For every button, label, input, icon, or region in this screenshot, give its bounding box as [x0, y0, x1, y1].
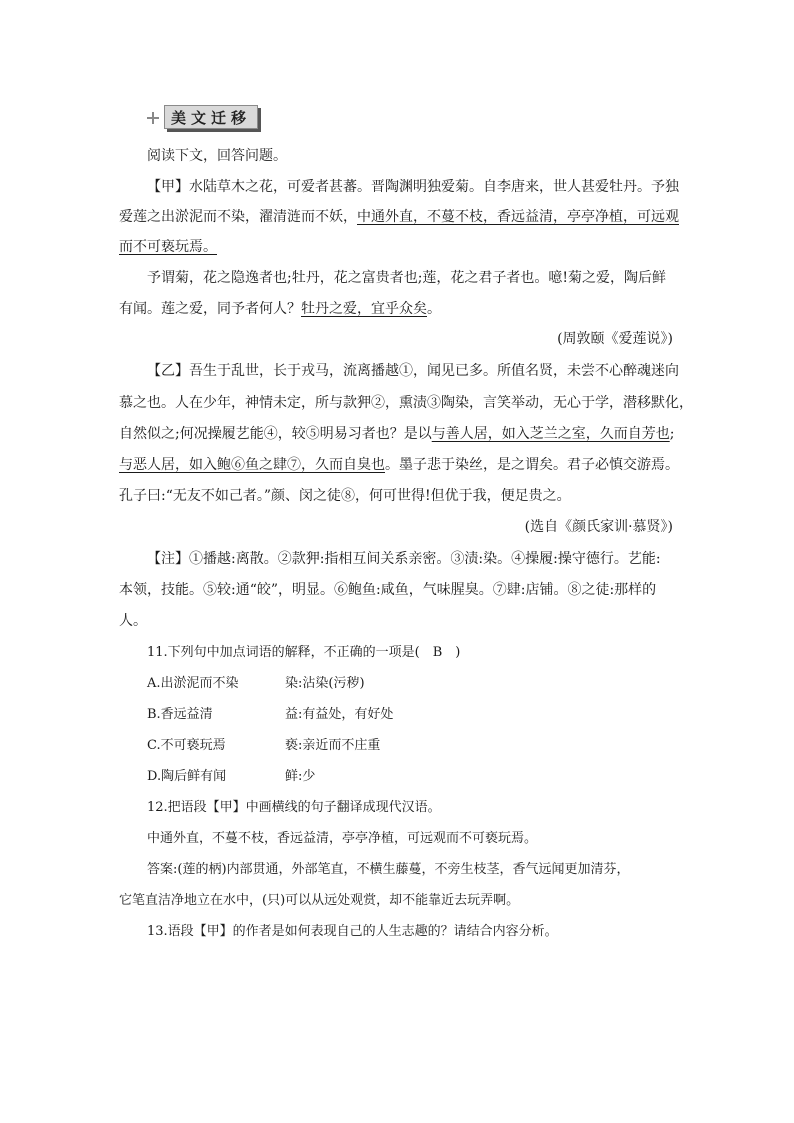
q11-option-c — [147, 736, 707, 756]
q12-answer-line-1: 答案:(莲的柄)内部贯通，外部笔直，不横生藤蔓，不旁生枝茎，香气远闻更加清芬， — [147, 862, 630, 877]
q12-stem: 12.把语段【甲】中画横线的句子翻译成现代汉语。 — [147, 800, 441, 815]
q11-option-a-left: A.出淤泥而不染 — [147, 676, 239, 691]
jia-line-5-text: 有闻。莲之爱，同予者何人？ — [119, 301, 301, 317]
yi-underlined-sentence-2: 与恶人居，如入鲍⑥鱼之肆⑦，久而自臭也 — [119, 457, 385, 473]
yi-line-3 — [119, 424, 679, 444]
yi-line-3-text: 自然似之;何况操履艺能④，较⑤明易习者也？是以 — [119, 426, 432, 442]
q11-option-b-right: 益:有益处，有好处 — [285, 707, 394, 722]
q11-stem: 11.下列句中加点词语的解释，不正确的一项是( B ) — [147, 645, 461, 660]
yi-line-4-text: 。墨子悲于染丝，是之谓矣。君子必慎交游焉。 — [385, 457, 679, 473]
yi-line-4 — [119, 455, 679, 475]
q11-option-a — [147, 674, 707, 694]
notes-line-1: 【注】①播越:离散。②款狎:指相互间关系亲密。③渍:染。④操履:操守德行。艺能: — [147, 551, 661, 567]
section-title: 美文迁移 — [164, 105, 258, 129]
jia-line-3 — [119, 237, 679, 257]
q11-option-a-right: 染:沾染(污秽) — [285, 676, 365, 691]
q12-sentence: 中通外直，不蔓不枝，香远益清，亭亭净植，可远观而不可亵玩焉。 — [147, 831, 538, 846]
q11-option-b-left: B.香远益清 — [147, 707, 213, 722]
jia-underlined-phrase: 牡丹之爱，宜乎众矣 — [301, 301, 427, 317]
q11-option-b — [147, 705, 707, 725]
q11-option-d-right: 鲜:少 — [285, 769, 316, 784]
q11-option-c-right: 亵:亲近而不庄重 — [285, 738, 381, 753]
jia-line-2-text: 爱莲之出淤泥而不染，濯清涟而不妖， — [119, 209, 357, 225]
q11-option-c-left: C.不可亵玩焉 — [147, 738, 226, 753]
jia-underlined-sentence-part-1: 中通外直，不蔓不枝，香远益清，亭亭净植，可远观 — [357, 209, 679, 225]
section-header — [146, 104, 258, 130]
yi-source: (选自《颜氏家训·慕贤》) — [524, 519, 673, 535]
notes-line-2: 本领，技能。⑤较:通“皎”，明显。⑥鲍鱼:咸鱼，气味腥臭。⑦肆:店铺。⑧之徒:那样的 — [119, 582, 657, 598]
q12-answer-line-2: 它笔直洁净地立在水中，(只)可以从远处观赏，却不能靠近去玩弄啊。 — [119, 893, 520, 908]
plus-icon — [146, 111, 160, 125]
q11-option-d-left: D.陶后鲜有闻 — [147, 769, 227, 784]
yi-line-1: 【乙】吾生于乱世，长于戎马，流离播越①，闻见已多。所值名贤，未尝不心醉魂迷向 — [147, 363, 679, 379]
jia-line-1: 【甲】水陆草木之花，可爱者甚蕃。晋陶渊明独爱菊。自李唐来，世人甚爱牡丹。予独 — [147, 179, 679, 195]
jia-line-4: 予谓菊，花之隐逸者也;牡丹，花之富贵者也;莲，花之君子者也。噫!菊之爱，陶后鲜 — [147, 270, 667, 286]
q13-stem: 13.语段【甲】的作者是如何表现自己的人生志趣的？请结合内容分析。 — [147, 924, 558, 939]
jia-underlined-sentence-part-2: 而不可亵玩焉。 — [119, 239, 217, 255]
jia-source: (周敦颐《爱莲说》) — [557, 331, 673, 347]
q11-option-d — [147, 767, 707, 787]
jia-line-2 — [119, 207, 679, 227]
jia-line-5-end: 。 — [427, 301, 441, 317]
yi-line-2: 慕之也。人在少年，神情未定，所与款狎②，熏渍③陶染，言笑举动，无心于学，潜移默化， — [119, 395, 693, 411]
yi-line-5: 孔子曰:“无友不如己者。”颜、闵之徒⑧，何可世得!但优于我，便足贵之。 — [119, 488, 571, 504]
yi-underlined-sentence-1: 与善人居，如入芝兰之室，久而自芳也 — [431, 426, 670, 442]
notes-line-3: 人。 — [119, 613, 147, 629]
jia-line-5 — [119, 299, 679, 319]
yi-line-3-end: ; — [669, 426, 675, 442]
instruction: 阅读下文，回答问题。 — [147, 148, 287, 164]
